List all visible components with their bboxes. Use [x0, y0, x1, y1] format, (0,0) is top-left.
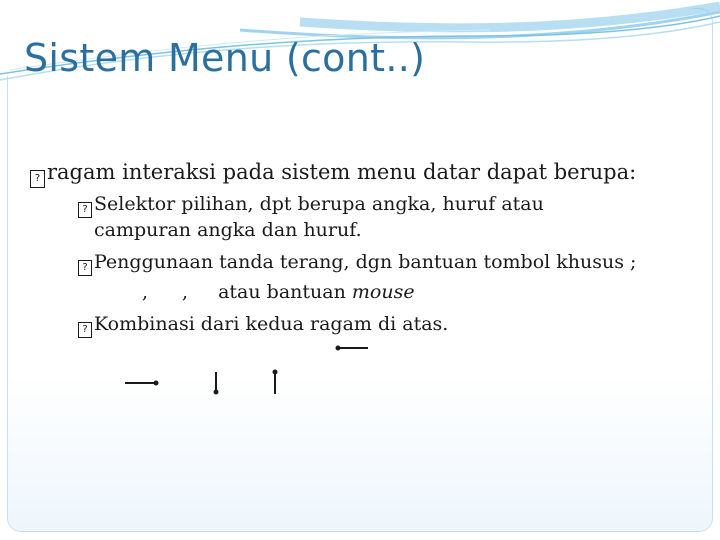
bullet-glyph-icon: ?: [78, 202, 92, 218]
comma-text: ,: [182, 281, 189, 303]
item-text: Penggunaan tanda terang, dgn bantuan tombol khusus ;: [94, 251, 637, 273]
intro-text: ragam interaksi pada sistem menu datar dapat berupa:: [47, 160, 637, 184]
list-item-continuation: campuran angka dan huruf.: [94, 219, 362, 241]
item-text-emphasis: mouse: [351, 281, 415, 303]
list-item: [78, 193, 544, 218]
item-text: Selektor pilihan, dpt berupa angka, huruf atau: [94, 193, 544, 215]
bullet-glyph-icon: ?: [78, 260, 92, 276]
list-item: [78, 313, 448, 338]
bullet-glyph-icon: ?: [30, 170, 45, 188]
item-text: atau bantuan: [218, 281, 352, 303]
bullet-glyph-icon: ?: [78, 322, 92, 338]
item-text: Kombinasi dari kedua ragam di atas.: [94, 313, 449, 335]
intro-bullet: [30, 160, 636, 188]
slide-title: Sistem Menu (cont..): [24, 36, 426, 80]
comma-text: ,: [142, 281, 149, 303]
list-item: [78, 251, 636, 276]
list-item-continuation: [94, 281, 415, 303]
